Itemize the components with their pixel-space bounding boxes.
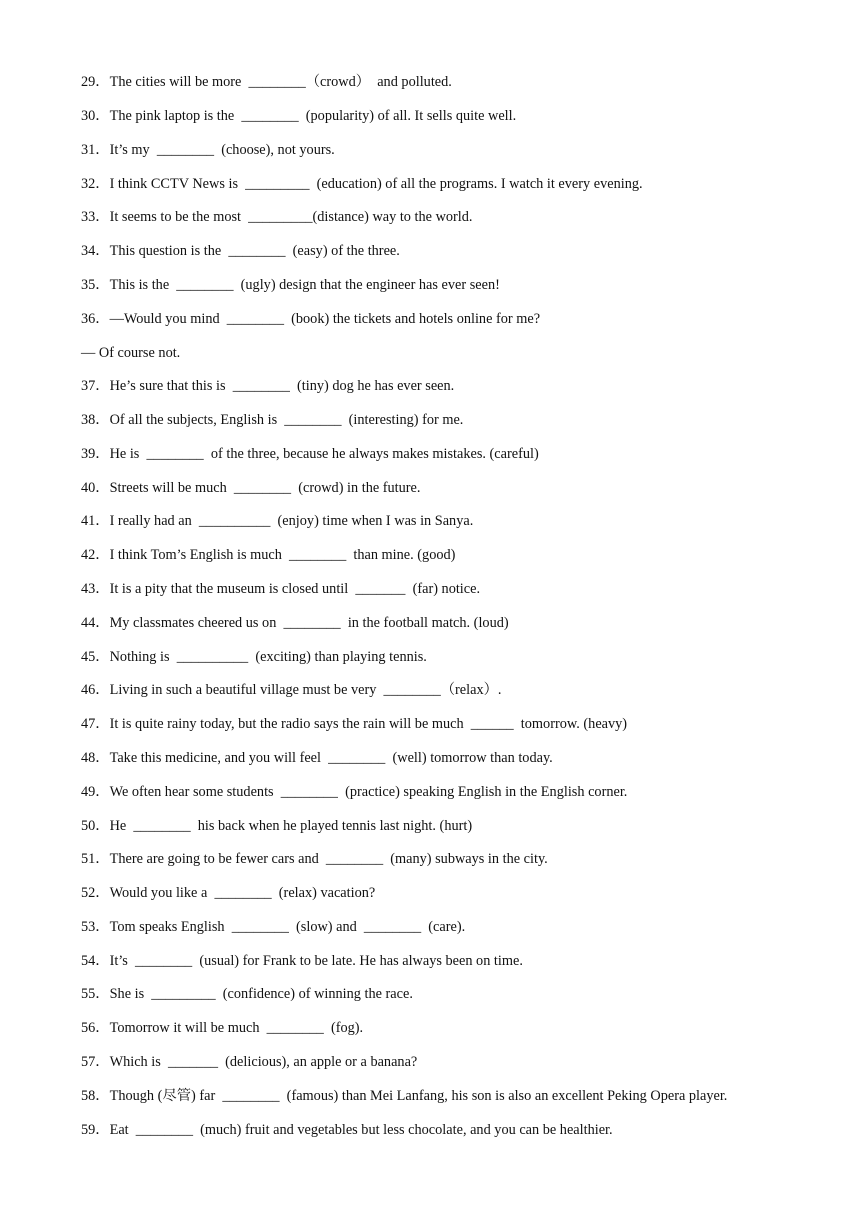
question-51: 51．There are going to be fewer cars and ________ (many) subways in the city.: [81, 851, 548, 867]
question-40: 40．Streets will be much ________ (crowd) in the future.: [81, 480, 421, 496]
question-56: 56．Tomorrow it will be much ________ (fog).: [81, 1020, 364, 1036]
question-47: 47．It is quite rainy today, but the radio says the rain will be much ______ tomorrow. (heavy): [81, 716, 628, 732]
question-41: 41．I really had an __________ (enjoy) time when I was in Sanya.: [81, 513, 474, 529]
question-49: 49．We often hear some students ________ (practice) speaking English in the English corner.: [81, 784, 628, 800]
question-45: 45．Nothing is __________ (exciting) than playing tennis.: [81, 649, 427, 665]
question-46: 46．Living in such a beautiful village must be very ________（relax）.: [81, 682, 502, 698]
question-42: 42．I think Tom’s English is much ________ than mine. (good): [81, 547, 456, 563]
question-36-reply: — Of course not.: [81, 345, 181, 361]
question-55: 55．She is _________ (confidence) of winning the race.: [81, 986, 413, 1002]
question-33: 33．It seems to be the most _________(distance) way to the world.: [81, 209, 473, 225]
question-37: 37．He’s sure that this is ________ (tiny) dog he has ever seen.: [81, 378, 455, 394]
question-29: 29．The cities will be more ________（crowd） and polluted.: [81, 74, 452, 90]
question-54: 54．It’s ________ (usual) for Frank to be late. He has always been on time.: [81, 953, 523, 969]
question-50: 50．He ________ his back when he played tennis last night. (hurt): [81, 818, 473, 834]
question-57: 57．Which is _______ (delicious), an apple or a banana?: [81, 1054, 418, 1070]
question-30: 30．The pink laptop is the ________ (popularity) of all. It sells quite well.: [81, 108, 517, 124]
question-43: 43．It is a pity that the museum is closed until _______ (far) notice.: [81, 581, 481, 597]
question-34: 34．This question is the ________ (easy) of the three.: [81, 243, 400, 259]
question-35: 35．This is the ________ (ugly) design that the engineer has ever seen!: [81, 277, 500, 293]
question-48: 48．Take this medicine, and you will feel ________ (well) tomorrow than today.: [81, 750, 553, 766]
question-31: 31．It’s my ________ (choose), not yours.: [81, 142, 335, 158]
question-44: 44．My classmates cheered us on ________ in the football match. (loud): [81, 615, 509, 631]
question-58: 58．Though (尽管) far ________ (famous) than Mei Lanfang, his son is also an excellent Peking Opera player.: [81, 1088, 728, 1104]
question-53: 53．Tom speaks English ________ (slow) and ________ (care).: [81, 919, 466, 935]
question-36: 36．—Would you mind ________ (book) the tickets and hotels online for me?: [81, 311, 541, 327]
question-59: 59．Eat ________ (much) fruit and vegetables but less chocolate, and you can be healthier.: [81, 1122, 613, 1138]
question-52: 52．Would you like a ________ (relax) vacation?: [81, 885, 376, 901]
question-39: 39．He is ________ of the three, because he always makes mistakes. (careful): [81, 446, 539, 462]
question-32: 32．I think CCTV News is _________ (education) of all the programs. I watch it every evening.: [81, 176, 643, 192]
question-38: 38．Of all the subjects, English is ________ (interesting) for me.: [81, 412, 464, 428]
